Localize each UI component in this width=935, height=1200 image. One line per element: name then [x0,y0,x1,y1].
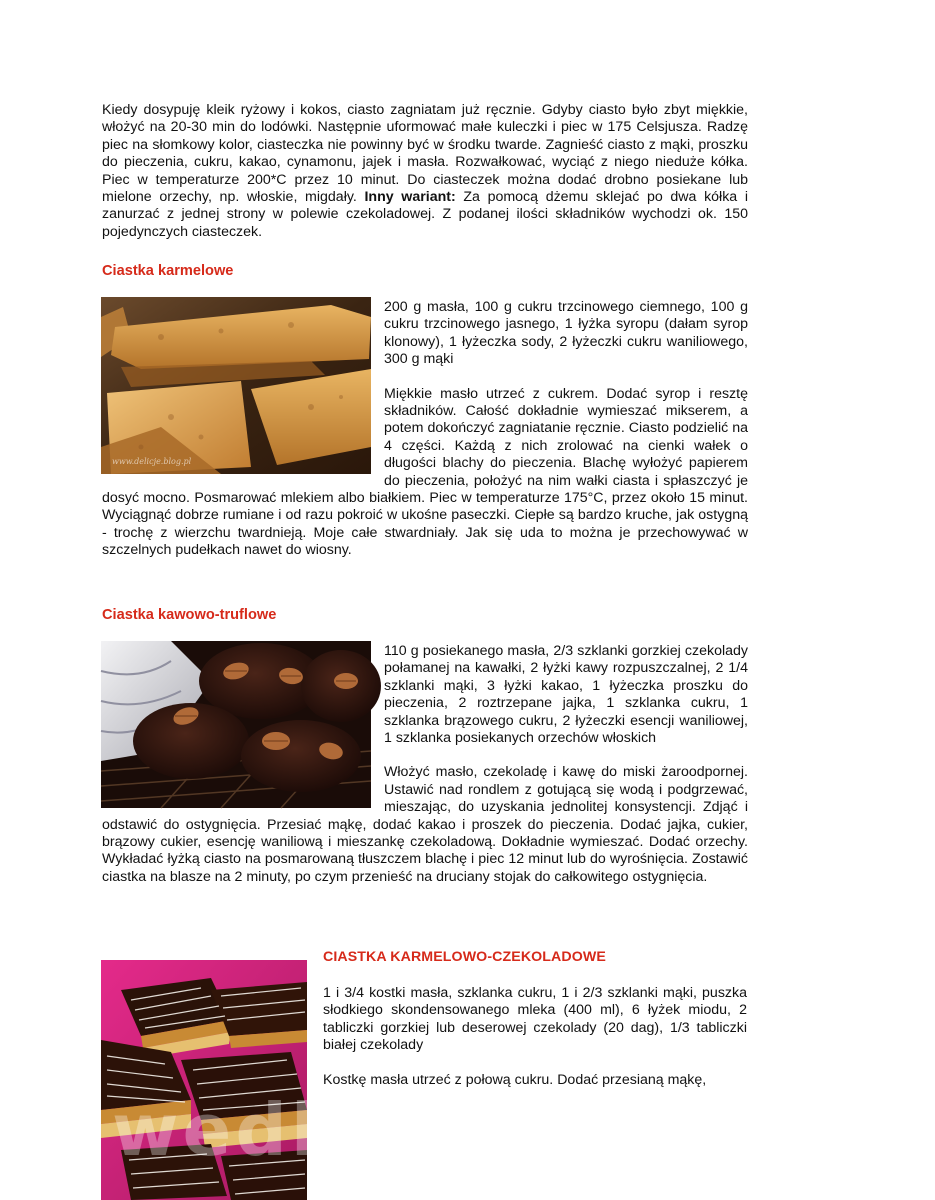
intro-text-b: Za pomocą dżemu sklejać po dwa kółka i zanurzać z jednej strony w polewie czekoladowej. Z podanej ilości składników wychodzi ok. 150 pojedynczych ciasteczek. [102,189,748,240]
intro-text-a: Kiedy dosypuję kleik ryżowy i kokos, ciasto zagniatam już ręcznie. Gdyby ciasto było zbyt miękkie, włożyć na 20-30 min do lodówki. Następnie uformować małe kuleczki i piec w 175 Celsjusza. Radzę piec na słomkowy kolor, ciasteczka nie powinny być w środku twarde. Zagnieść ciasto z mąki, proszku do pieczenia, cukru, kakao, cynamonu, jajek i masła. Rozwałkować, wyciąć z niego nieduże kółka. Piec w temperaturze 200*C przez 10 minut. Do ciasteczek można dodać drobno posiekane lub mielone orzechy, np. włoskie, migdały. [102,102,748,206]
watermark: wedlinydomowe.pl [112,1088,935,1172]
recipe3-ingredients: 1 i 3/4 kostki masła, szklanka cukru, 1 i 2/3 szklanki mąki, puszka słodkiego skondensowanego mleka (400 ml), 6 łyżek miodu, 2 tabliczki gorzkiej lub deserowej czekolady (20 dag), 1/3 tabliczki białej czekolady [323,985,747,1054]
intro-paragraph [102,102,748,241]
recipe1-method: Miękkie masło utrzeć z cukrem. Dodać syrop i resztę składników. Całość dokładnie wymieszać mikserem, a potem dokończyć zagniatanie ręcznie. Ciasto podzielić na 4 części. Każdą z nich zrolować na cienki wałek o długości blachy do pieczenia. Blachę wyłożyć papierem do pieczenia, położyć na nim wałki ciasta i spłaszczyć je dosyć mocno. Posmarować mlekiem albo białkiem. Piec w temperaturze 175°C, przez około 15 minut. Wyciągnąć dobrze rumiane i od razu pokroić w ukośne paseczki. Ciepłe są bardzo kruche, jak ostygną - trochę z wierzchu twardnieją. Moje całe stwardniały. Jak się uda to można je przechowywać w szczelnych pudełkach nawet do wiosny. [102,385,748,559]
intro-bold-label: Inny wariant: [364,189,456,206]
recipe2-title: Ciastka kawowo-truflowe [102,607,277,623]
recipe1-photo-credit: www.delicje.blog.pl [112,457,192,466]
recipe2-photo [101,641,371,808]
recipe3-body [323,985,747,1089]
recipe2-method: Włożyć masło, czekoladę i kawę do miski żaroodpornej. Ustawić nad rondlem z gotującą się wodą i podgrzewać, mieszając, do uzyskania jednolitej konsystencji. Zdjąć i odstawić do ostygnięcia. Przesiać mąkę, dodać kakao i proszek do pieczenia. Dodać jajka, cukier, brązowy cukier, esencję waniliową i mieszankę czekoladową. Dokładnie wymieszać. Dodać orzechy. Wykładać łyżką ciasto na posmarowaną tłuszczem blachę i piec 12 minut lub do wyrośnięcia. Zostawić ciastka na blasze na 2 minuty, po czym przenieść na druciany stojak do całkowitego ostygnięcia. [102,764,748,885]
recipe3-title: CIASTKA KARMELOWO-CZEKOLADOWE [323,949,606,965]
recipe2-ingredients: 110 g posiekanego masła, 2/3 szklanki gorzkiej czekolady połamanej na kawałki, 2 łyżki kawy rozpuszczalnej, 2 1/4 szklanki mąki, 3 łyżki kakao, 1 łyżeczka proszku do pieczenia, 2 roztrzepane jajka, 1 szklanka cukru, 1 szklanka brązowego cukru, 2 łyżeczki esencji waniliowej, 1 szklanka posiekanych orzechów włoskich [384,643,748,747]
recipe1-photo [101,297,371,474]
recipe1-ingredients: 200 g masła, 100 g cukru trzcinowego ciemnego, 100 g cukru trzcinowego jasnego, 1 łyżka syropu (dałam syrop klonowy), 1 łyżeczka sody, 2 łyżeczki cukru waniliowego, 300 g mąki [384,299,748,368]
recipe3-method: Kostkę masła utrzeć z połową cukru. Dodać przesianą mąkę, [323,1071,707,1088]
recipe1-title: Ciastka karmelowe [102,263,234,279]
